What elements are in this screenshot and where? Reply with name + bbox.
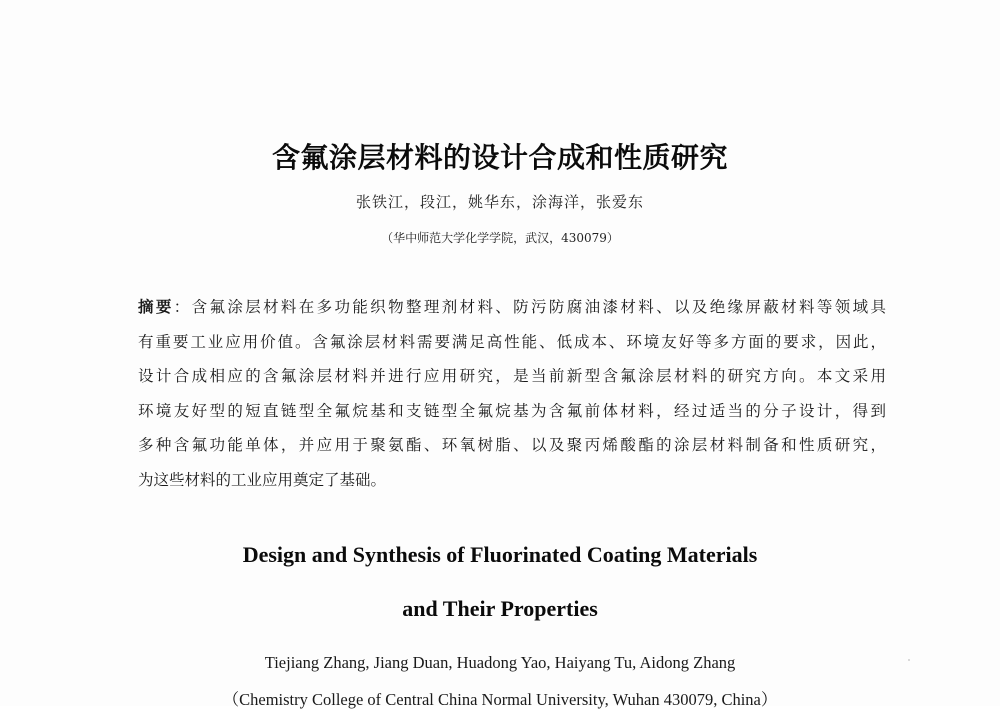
english-title-line-1: Design and Synthesis of Fluorinated Coating Materials	[242, 542, 758, 567]
abstract-line: 设计合成相应的含氟涂层材料并进行应用研究，是当前新型含氟涂层材料的研究方向。本文采用	[138, 367, 886, 385]
chinese-title: 含氟涂层材料的设计合成和性质研究	[271, 141, 728, 174]
abstract-line: 多种含氟功能单体，并应用于聚氨酯、环氧树脂、以及聚丙烯酸酯的涂层材料制备和性质研究，	[138, 436, 886, 454]
chinese-authors: 张铁江，段江，姚华东，涂海洋，张爱东	[355, 193, 644, 211]
abstract-line: 环境友好型的短直链型全氟烷基和支链型全氟烷基为含氟前体材料，经过适当的分子设计，得到	[138, 401, 886, 420]
abstract-line: 为这些材料的工业应用奠定了基础。	[138, 470, 387, 489]
chinese-abstract	[138, 290, 886, 497]
abstract-line-text: 含氟涂层材料在多功能织物整理剂材料、防污防腐油漆材料、以及绝缘屏蔽材料等领域具	[191, 298, 886, 316]
chinese-affiliation: （华中师范大学化学学院，武汉，430079）	[381, 231, 619, 245]
scan-speck	[908, 659, 910, 661]
english-title-line-2: and Their Properties	[402, 596, 598, 621]
abstract-line	[138, 290, 886, 325]
abstract-label: 摘要	[138, 298, 174, 316]
abstract-label-separator: ：	[173, 298, 192, 316]
english-authors: Tiejiang Zhang, Jiang Duan, Huadong Yao, Haiyang Tu, Aidong Zhang	[264, 653, 736, 672]
abstract-line: 有重要工业应用价值。含氟涂层材料需要满足高性能、低成本、环境友好等多方面的要求，因此，	[138, 332, 886, 351]
english-affiliation: （Chemistry College of Central China Normal University, Wuhan 430079, China）	[222, 690, 778, 709]
